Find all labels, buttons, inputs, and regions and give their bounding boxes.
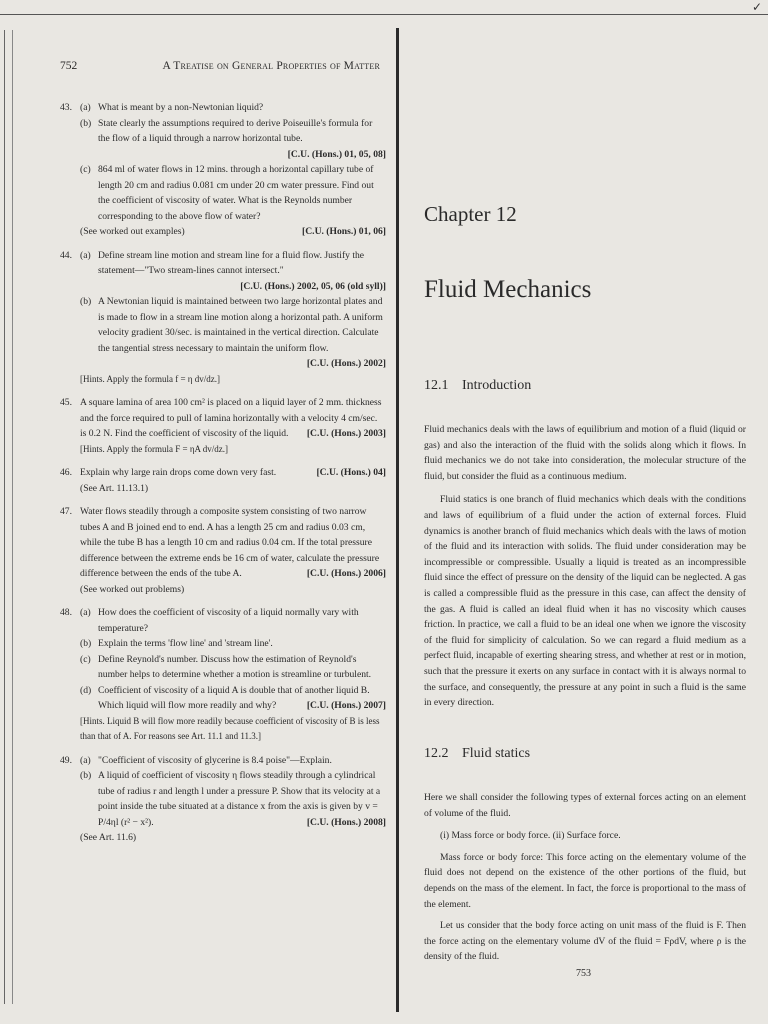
right-page-number: 753: [576, 968, 591, 979]
part-label: (a): [80, 249, 91, 261]
section-title: Fluid statics: [462, 746, 531, 761]
question-part: [80, 465, 386, 481]
question-item: [60, 395, 386, 457]
exam-reference: [C.U. (Hons.) 04]: [316, 467, 386, 478]
part-text: (See Art. 11.6): [80, 832, 137, 843]
hint-text: [Hints. Apply the formula f = η dv/dz.]: [80, 373, 221, 384]
part-text: Define stream line motion and stream line for a fluid flow. Justify the statement—"Two stream-lines cannot intersect.": [98, 249, 365, 276]
part-label: (b): [80, 770, 92, 781]
question-body: [80, 395, 386, 457]
section-number: 12.2: [424, 746, 449, 761]
hint-text: [Hints. Apply the formula F = ηA dv/dz.]: [80, 443, 229, 454]
part-label: (c): [80, 164, 91, 175]
part-text: 864 ml of water flows in 12 mins. through a horizontal capillary tube of length 20 cm and radius 0.081 cm under 20 cm water pressure. Find out the coefficient of viscosity of water. What is the Reynolds number corresponding to the above flow of water?: [98, 164, 374, 222]
question-part: [80, 830, 386, 846]
body-force-paragraph: Let us consider that the body force acting on unit mass of the fluid is F. Then the force acting on the elementary volume dV of the fluid = FρdV, where ρ is the density of the fluid.: [424, 920, 746, 963]
question-part: [80, 442, 386, 458]
question-part: [80, 372, 386, 388]
question-part: [80, 605, 386, 636]
scan-top-rule: [0, 14, 768, 15]
question-body: [80, 504, 386, 597]
part-label: (d): [80, 684, 92, 696]
question-number: 43.: [60, 102, 72, 113]
right-page: [404, 20, 762, 1024]
question-item: [60, 248, 386, 388]
question-number: 47.: [60, 506, 72, 517]
exam-reference: [C.U. (Hons.) 2003]: [306, 428, 386, 439]
part-text: A square lamina of area 100 cm² is placed on a liquid layer of 2 mm. thickness and the force required to pull of lamina horizontally with a velocity 4 cm/sec. is 0.2 N. Find the coefficient of viscosity of the liquid.: [80, 397, 382, 439]
left-page-number: 752: [60, 60, 78, 72]
exam-reference: [C.U. (Hons.) 2002]: [306, 358, 386, 369]
question-body: [80, 100, 386, 240]
running-head-title: A Treatise on General Properties of Matter: [162, 60, 380, 72]
part-text: Water flows steadily through a composite system consisting of two narrow tubes A and B joined end to end. A has a length 25 cm and radius 0.03 cm, while the tube B has a length 10 cm and radius 0.04 cm. If the total pressure difference between the extreme ends be 16 cm of water, calculate the pressure difference between the ends of the tube A.: [80, 506, 380, 579]
question-part: [80, 714, 386, 745]
question-part: [80, 116, 386, 163]
intro-paragraph-2: Fluid statics is one branch of fluid mechanics which deals with the conditions and laws of equilibrium of a fluid under the action of external forces. Fluid dynamics is another branch of fluid mechanics which deals with the laws of motion of the fluid and its interaction with solids. The fluid under consideration may be incompressible or compressible. Usually a liquid is treated as an incompressible fluid since the effect of pressure on the density of the liquid can be neglected. A gas is called a compressible fluid as the pressure in this case, can affect the density of the gas. A fluid is called an ideal fluid when it has no viscosity which causes friction. In practice, we call a fluid to be an ideal one when we ignore the viscosity of the fluid for simplicity of calculation. So we can regard a fluid medium as a perfect fluid, incapable of exerting shearing stress, and whether at rest or in motion, such that the pressure it exerts on any surface in contact with it is always normal to the surface, and consequently, the pressure at any point in such a fluid is the same in every direction.: [424, 494, 746, 709]
section-heading-introduction: [424, 378, 531, 394]
question-body: [80, 605, 386, 745]
part-text: State clearly the assumptions required to derive Poiseuille's formula for the flow of a liquid through a narrow horizontal tube.: [98, 117, 373, 144]
question-item: [60, 465, 386, 496]
part-label: (b): [80, 296, 92, 307]
part-label: (a): [80, 102, 91, 113]
chapter-title: Fluid Mechanics: [424, 276, 592, 303]
exam-reference: [C.U. (Hons.) 2008]: [306, 816, 386, 828]
question-part: [80, 100, 386, 116]
book-gutter: [396, 28, 399, 1012]
part-text: (See worked out problems): [80, 583, 185, 595]
question-number: 44.: [60, 249, 72, 261]
part-label: (b): [80, 638, 92, 649]
introduction-body: [424, 422, 746, 711]
part-text: "Coefficient of viscosity of glycerine is 8.4 poise"—Explain.: [98, 754, 332, 766]
part-text: (See worked out examples): [80, 226, 185, 237]
section-title: Introduction: [462, 378, 532, 393]
part-text: A liquid of coefficient of viscosity η flows steadily through a cylindrical tube of radius r and length l under a pressure P. Show that its velocity at a point inside the tube situated at a distance x from the axis is given by v = P/4ηl (r² − x²).: [98, 770, 381, 828]
scan-left-edge-inner: [12, 30, 13, 1004]
part-text: What is meant by a non-Newtonian liquid?: [98, 102, 264, 113]
section-heading-fluid-statics: [424, 746, 530, 762]
question-body: [80, 465, 386, 496]
question-part: [80, 582, 386, 598]
exam-reference: [C.U. (Hons.) 2006]: [306, 568, 386, 579]
question-part: [80, 753, 386, 769]
intro-paragraph-1: Fluid mechanics deals with the laws of equilibrium and motion of a fluid (liquid or gas) and also the interaction of the fluid with the solids along which it flows. In fluid mechanics we do not take into consideration, the molecular structure of the fluid, but consider the fluid as a continuous medium.: [424, 424, 746, 482]
question-part: [80, 294, 386, 372]
question-item: [60, 605, 386, 745]
question-part: [80, 224, 386, 240]
question-body: [80, 753, 386, 846]
question-part: [80, 395, 386, 442]
part-text: Explain the terms 'flow line' and 'stream line'.: [98, 638, 273, 649]
section-number: 12.1: [424, 378, 449, 393]
question-number: 49.: [60, 754, 72, 766]
exercise-question-list: [60, 100, 386, 854]
part-label: (a): [80, 607, 91, 618]
exam-reference: [C.U. (Hons.) 2007]: [306, 700, 386, 711]
scan-corner-mark: ✓: [751, 0, 762, 14]
mass-force-paragraph: Mass force or body force: This force acting on the elementary volume of the fluid does not depend on the existence of the other portions of the fluid, but depends on the mass of the element. In fact, the force is proportional to the mass of the element.: [424, 851, 746, 910]
question-part: [80, 504, 386, 582]
question-part: [80, 683, 386, 714]
scan-left-edge: [4, 30, 5, 1004]
hint-text: [Hints. Liquid B will flow more readily because coefficient of viscosity of B is less than that of A. For reasons see Art. 11.1 and 11.3.]: [80, 715, 380, 741]
question-part: [80, 481, 386, 497]
exam-reference: [C.U. (Hons.) 01, 05, 08]: [287, 148, 386, 160]
part-text: A Newtonian liquid is maintained between two large horizontal plates and is made to flow in a stream line motion along a horizontal path. A uniform velocity gradient 30/sec. is maintained in the vertical direction. Calculate the tangential stress necessary to maintain the uniform flow.: [98, 296, 383, 354]
fluid-statics-body: [424, 790, 746, 965]
part-label: (c): [80, 653, 91, 665]
question-item: [60, 753, 386, 846]
part-text: (See Art. 11.13.1): [80, 482, 149, 494]
part-text: Define Reynold's number. Discuss how the estimation of Reynold's number helps to determine whether a motion is streamline or turbulent.: [98, 653, 372, 680]
exam-reference: [C.U. (Hons.) 01, 06]: [302, 226, 386, 237]
chapter-label: Chapter 12: [424, 202, 517, 226]
part-text: Explain why large rain drops come down very fast.: [80, 467, 277, 478]
question-part: [80, 248, 386, 295]
forces-list: (i) Mass force or body force. (ii) Surface force.: [440, 830, 621, 842]
part-text: Coefficient of viscosity of a liquid A is double that of another liquid B. Which liquid will flow more readily and why?: [98, 684, 370, 711]
part-text: How does the coefficient of viscosity of a liquid normally vary with temperature?: [98, 607, 359, 634]
exam-reference: [C.U. (Hons.) 2002, 05, 06 (old syll)]: [240, 280, 386, 292]
statics-paragraph: Here we shall consider the following types of external forces acting on an element of volume of the fluid.: [424, 792, 746, 819]
question-body: [80, 248, 386, 388]
question-part: [80, 636, 386, 652]
question-number: 46.: [60, 467, 72, 478]
question-part: [80, 162, 386, 224]
part-label: (a): [80, 754, 91, 766]
question-item: [60, 504, 386, 597]
part-label: (b): [80, 117, 92, 129]
left-page: [18, 20, 394, 1024]
question-number: 48.: [60, 607, 72, 618]
question-part: [80, 768, 386, 830]
question-item: [60, 100, 386, 240]
question-number: 45.: [60, 397, 72, 408]
question-part: [80, 652, 386, 683]
